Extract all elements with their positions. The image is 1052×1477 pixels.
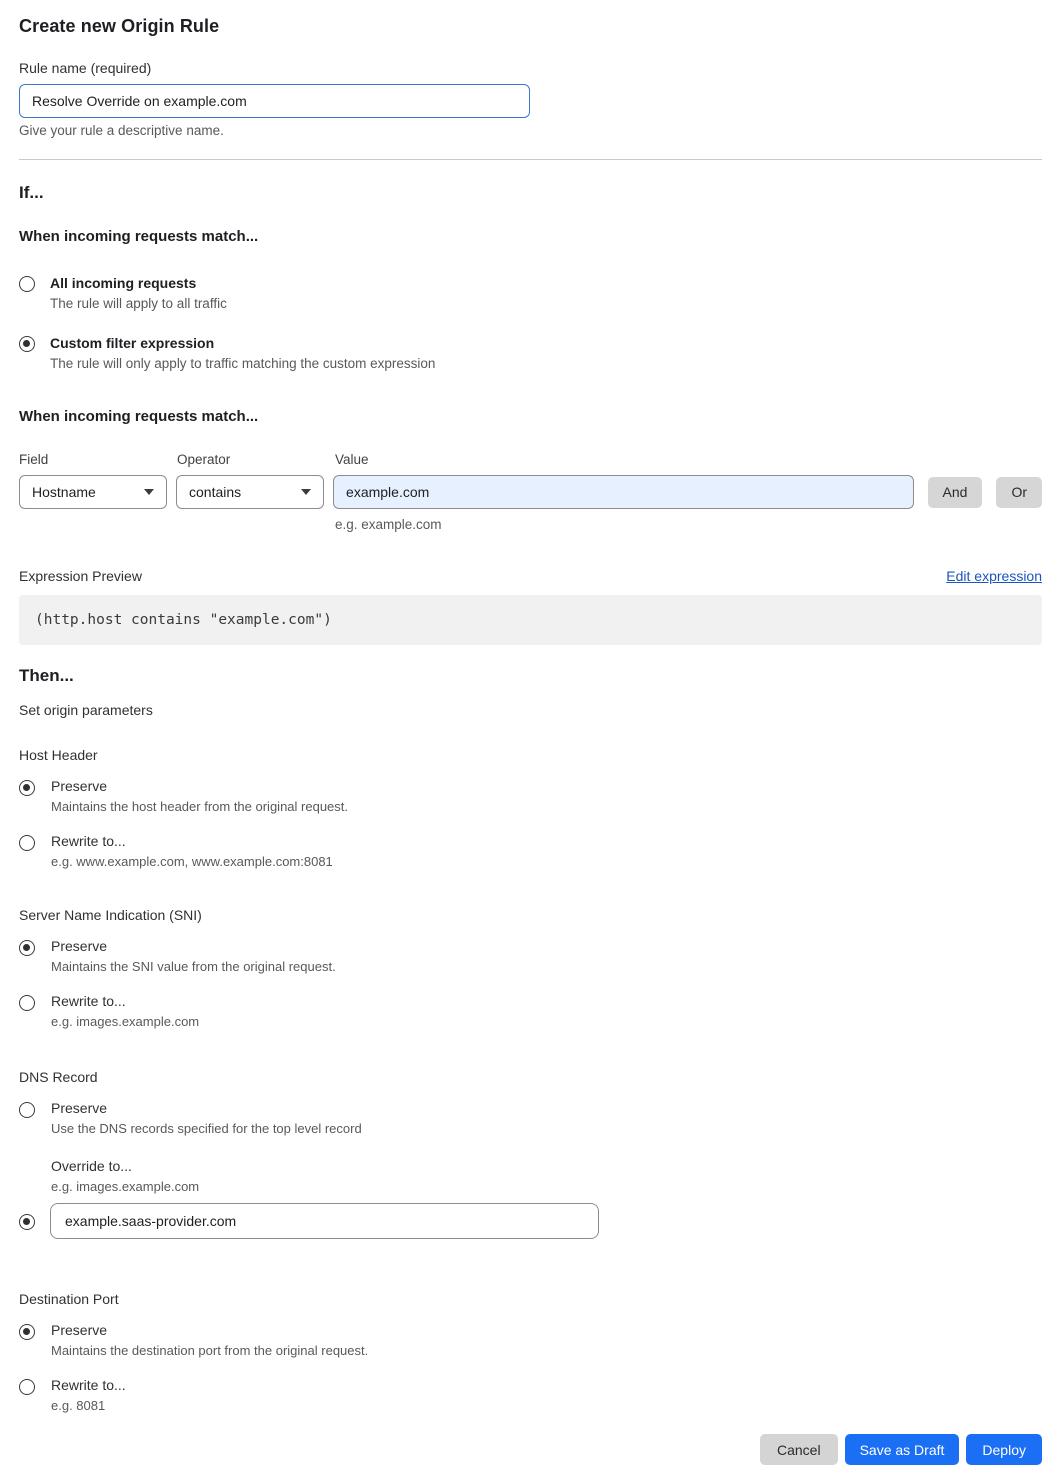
operator-select-value: contains [189,484,242,500]
option-custom-filter-expression[interactable] [19,335,1042,371]
option-port-preserve[interactable] [19,1322,1042,1358]
builder-heading: When incoming requests match... [19,408,259,425]
option-label: Custom filter expression [50,335,215,351]
option-description: The rule will apply to all traffic [50,296,227,311]
expression-preview-code: (http.host contains "example.com") [19,595,1042,645]
radio-unselected-icon[interactable] [19,1379,35,1395]
dns-override-input[interactable] [50,1203,599,1239]
option-description: e.g. images.example.com [51,1014,200,1029]
deploy-button[interactable]: Deploy [966,1434,1042,1465]
value-label: Value [335,452,369,467]
footer-actions [19,1434,1042,1465]
then-heading: Then... [19,666,74,685]
edit-expression-link[interactable]: Edit expression [946,568,1042,584]
option-dns-override[interactable] [19,1203,1042,1239]
group-sni [19,907,1042,1029]
value-input[interactable] [333,475,914,509]
radio-selected-icon[interactable] [19,1214,35,1230]
rule-name-label: Rule name (required) [19,60,152,76]
group-dns-record [19,1069,1042,1239]
option-dns-preserve[interactable] [19,1100,1042,1136]
radio-unselected-icon[interactable] [19,276,35,292]
section-divider [19,159,1042,160]
field-select[interactable] [19,475,167,509]
rule-name-help: Give your rule a descriptive name. [19,123,224,138]
option-description: Maintains the SNI value from the original request. [51,959,336,974]
option-label: Preserve [51,1100,108,1116]
group-destination-port [19,1291,1042,1413]
option-port-rewrite[interactable] [19,1377,1042,1413]
expression-preview-label: Expression Preview [19,568,142,584]
option-label: Rewrite to... [51,1377,126,1393]
option-description: Maintains the destination port from the original request. [51,1343,369,1358]
option-label: Preserve [51,1322,108,1338]
option-label: Preserve [51,778,108,794]
option-description: e.g. 8081 [51,1398,106,1413]
radio-selected-icon[interactable] [19,940,35,956]
option-label: Rewrite to... [51,993,126,1009]
option-sni-rewrite[interactable] [19,993,1042,1029]
option-description: Maintains the host header from the original request. [51,799,349,814]
group-title: Server Name Indication (SNI) [19,907,202,923]
page-title: Create new Origin Rule [19,16,220,36]
radio-unselected-icon[interactable] [19,835,35,851]
radio-unselected-icon[interactable] [19,995,35,1011]
option-description: e.g. www.example.com, www.example.com:8081 [51,854,333,869]
option-sni-preserve[interactable] [19,938,1042,974]
field-select-value: Hostname [32,484,96,500]
and-button[interactable]: And [928,477,983,508]
option-description: Use the DNS records specified for the top level record [51,1121,362,1136]
radio-selected-icon[interactable] [19,336,35,352]
operator-label: Operator [177,452,231,467]
cancel-button[interactable]: Cancel [760,1434,838,1465]
option-label: Preserve [51,938,108,954]
option-host-header-preserve[interactable] [19,778,1042,814]
group-host-header [19,747,1042,869]
rule-name-input[interactable] [19,84,530,118]
or-button[interactable]: Or [996,477,1042,508]
option-description: e.g. images.example.com [51,1179,200,1194]
option-all-incoming-requests[interactable] [19,275,1042,311]
then-subheading: Set origin parameters [19,702,153,718]
group-title: DNS Record [19,1069,98,1085]
chevron-down-icon [301,489,311,495]
chevron-down-icon [144,489,154,495]
radio-unselected-icon[interactable] [19,1102,35,1118]
field-label: Field [19,452,49,467]
radio-selected-icon[interactable] [19,780,35,796]
group-title: Host Header [19,747,98,763]
save-as-draft-button[interactable]: Save as Draft [845,1434,960,1465]
if-heading: If... [19,183,44,202]
option-label: Rewrite to... [51,833,126,849]
option-label: Override to... [51,1158,132,1174]
if-subheading: When incoming requests match... [19,228,259,245]
group-title: Destination Port [19,1291,119,1307]
option-label: All incoming requests [50,275,197,291]
option-description: The rule will only apply to traffic matching the custom expression [50,356,436,371]
operator-select[interactable] [176,475,324,509]
value-help: e.g. example.com [335,517,442,532]
radio-selected-icon[interactable] [19,1324,35,1340]
option-host-header-rewrite[interactable] [19,833,1042,869]
